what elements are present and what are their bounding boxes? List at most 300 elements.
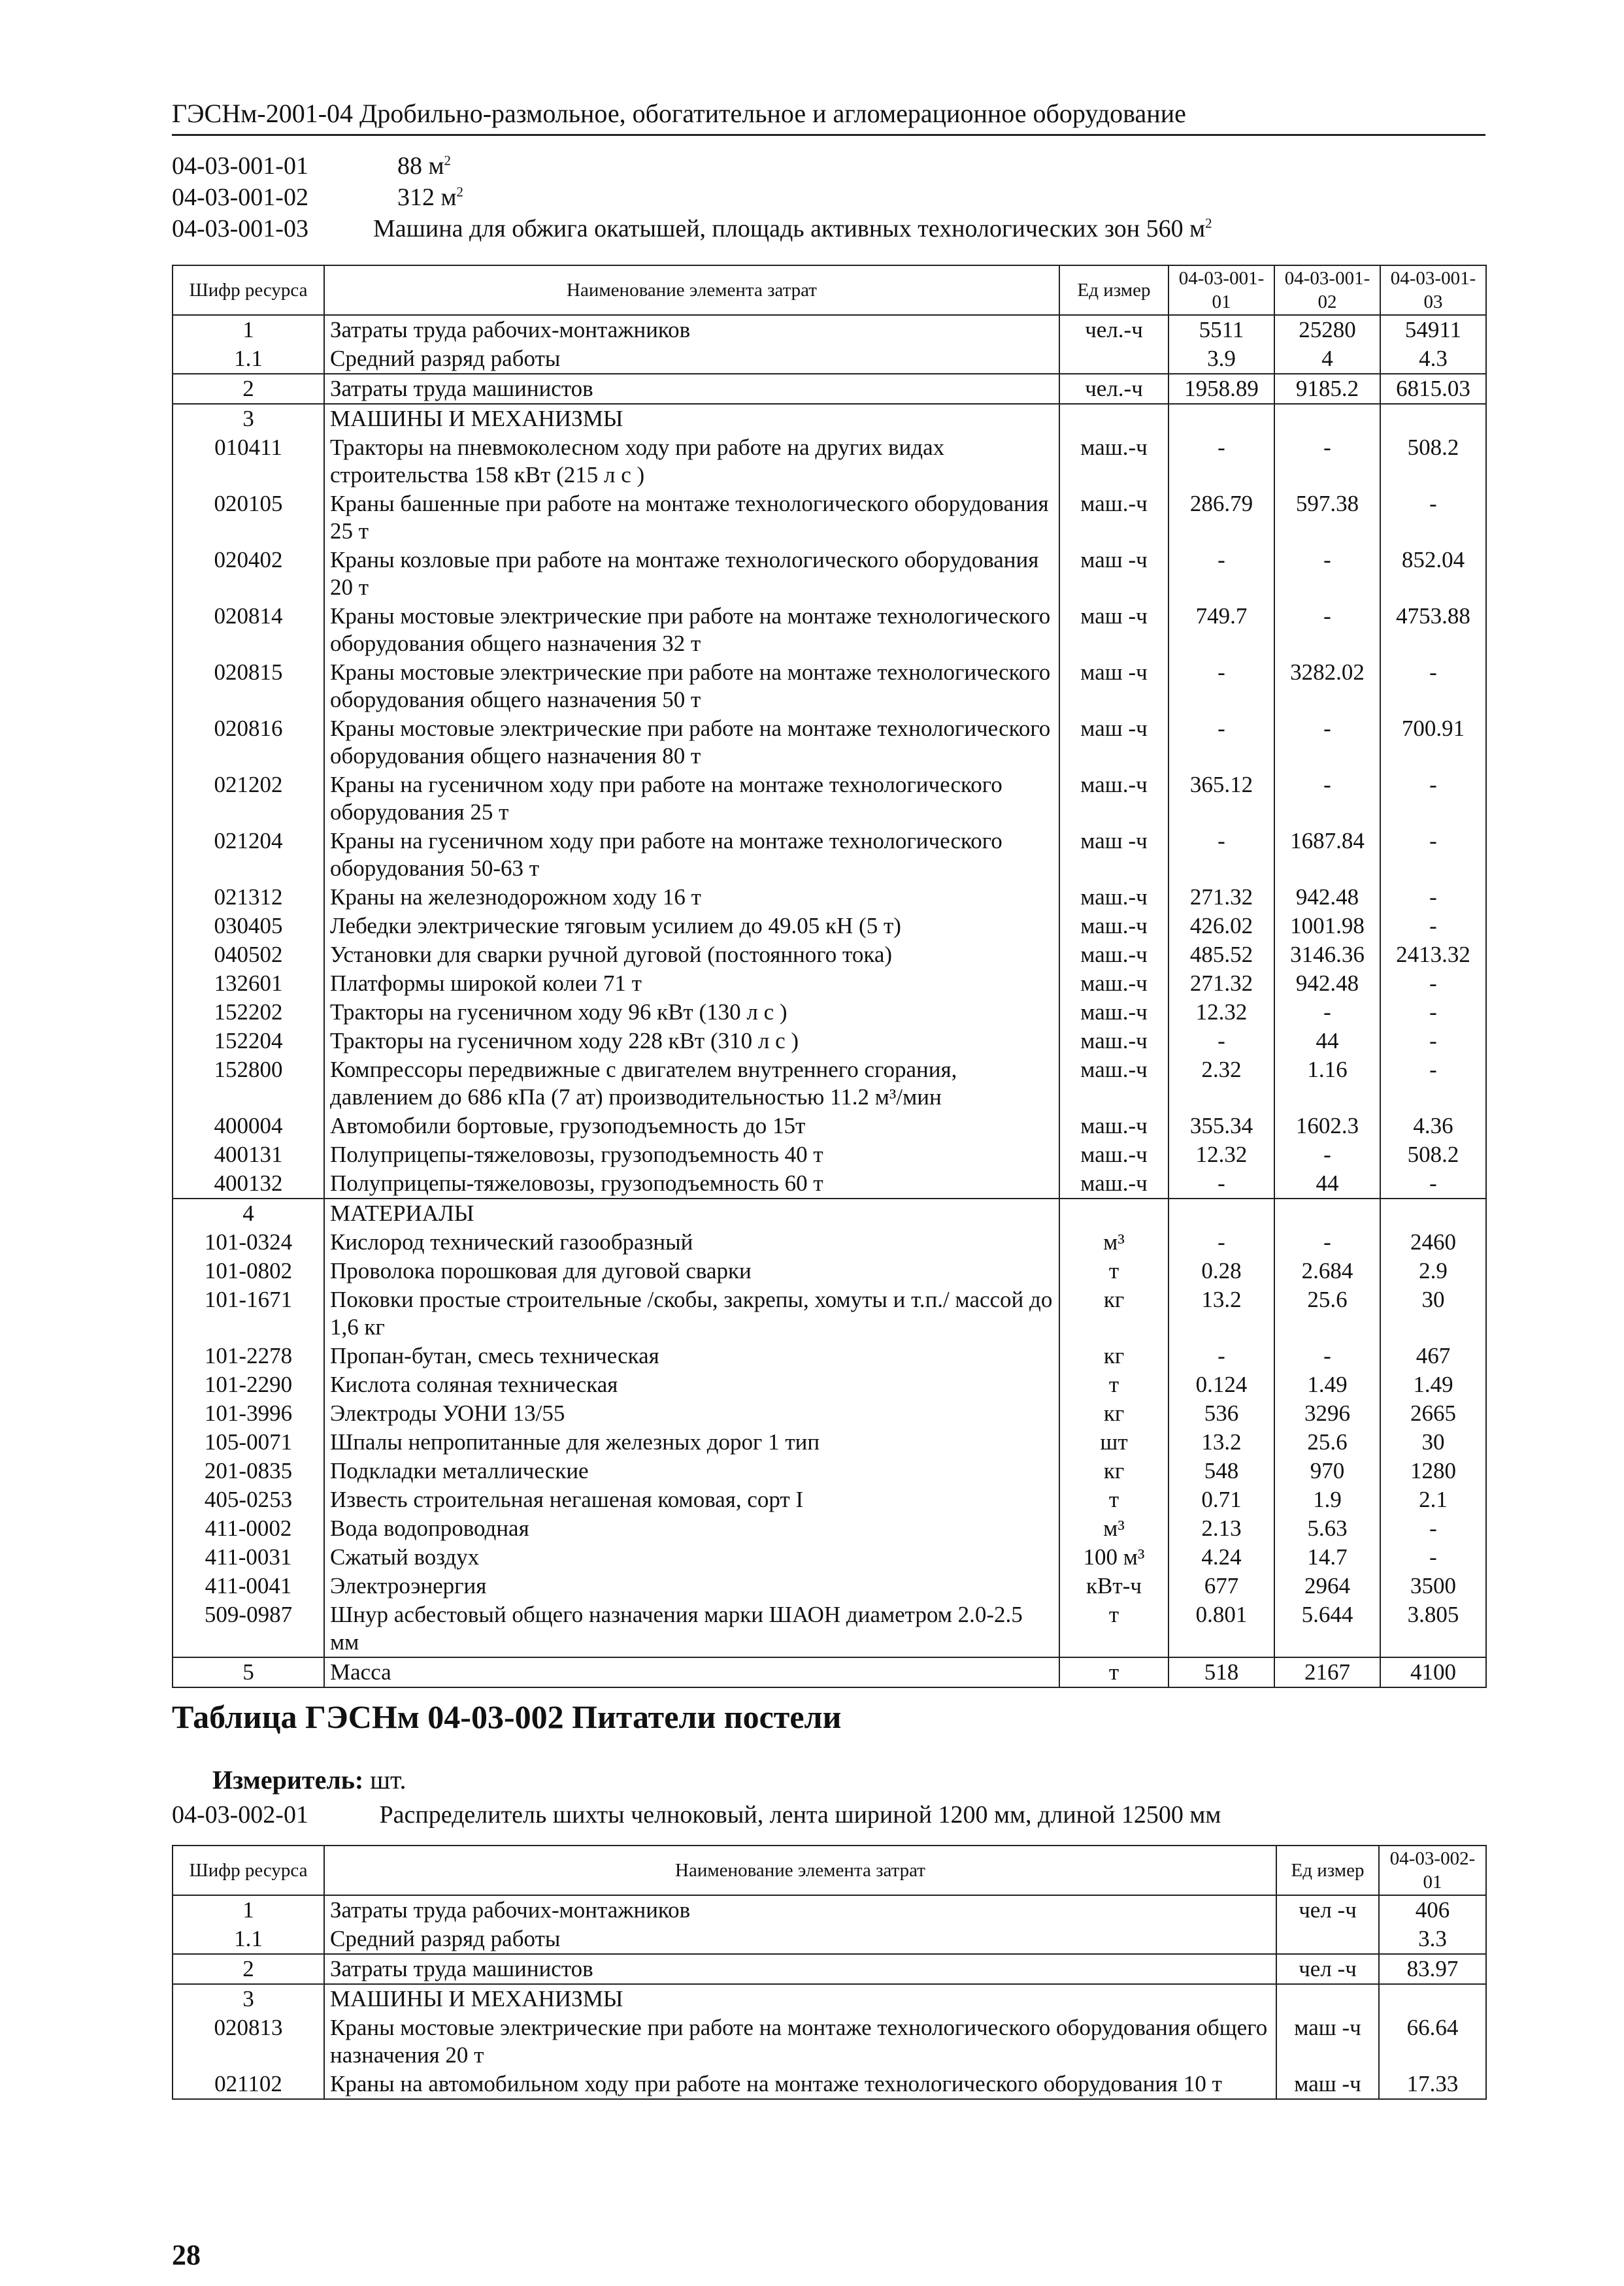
value-cell-1: 355.34 [1168,1112,1274,1140]
table-2-title: Таблица ГЭСНм 04-03-002 Питатели постели [172,1698,842,1735]
value-cell-3: 54911 [1380,315,1486,344]
value-cell-1: 66.64 [1379,2013,1486,2070]
table-row [173,404,1486,433]
table-row [173,489,1486,546]
value-cell-2: 1.49 [1274,1370,1380,1399]
resource-code-cell: 400132 [173,1169,324,1199]
value-cell-2: 597.38 [1274,489,1380,546]
resource-name-cell: Платформы широкой колеи 71 т [324,969,1059,998]
header-name: Наименование элемента затрат [324,1846,1276,1895]
unit-cell: маш.-ч [1059,489,1168,546]
value-cell-3: 852.04 [1380,546,1486,602]
value-cell-2: - [1274,602,1380,658]
value-cell-3: 1280 [1380,1457,1486,1485]
value-cell-1 [1168,404,1274,433]
value-cell-1: - [1168,1228,1274,1257]
value-cell-2: 25.6 [1274,1428,1380,1457]
table-header-row [173,1846,1486,1895]
page-number: 28 [172,2239,201,2271]
unit-cell: кг [1059,1285,1168,1342]
table-row [173,602,1486,658]
value-cell-2: 2167 [1274,1657,1380,1687]
resource-name-cell: Краны мостовые электрические при работе на монтаже технологического оборудования общего назначения 50 т [324,658,1059,714]
unit-cell [1276,1925,1379,1954]
value-cell-1: 13.2 [1168,1285,1274,1342]
header-rule [172,134,1485,136]
resource-name-cell: Краны башенные при работе на монтаже технологического оборудования 25 т [324,489,1059,546]
variant-code: 04-03-001-02 [172,184,308,211]
resource-name-cell: Проволока порошковая для дуговой сварки [324,1257,1059,1285]
value-cell-3: - [1380,998,1486,1027]
value-cell-3: - [1380,827,1486,883]
unit-cell: т [1059,1485,1168,1514]
resource-code-cell: 1.1 [173,344,324,374]
variant-desc: 88 $м^2$ [397,152,451,180]
table-row [173,2013,1486,2070]
table-2-variant [172,1800,1221,1829]
value-cell-1: 271.32 [1168,883,1274,912]
unit-cell: кг [1059,1457,1168,1485]
table-row [173,1457,1486,1485]
value-cell-1: 406 [1379,1895,1486,1925]
resource-code-cell: 101-0802 [173,1257,324,1285]
header-name: Наименование элемента затрат [324,265,1059,315]
value-cell-3: - [1380,969,1486,998]
value-cell-2: 942.48 [1274,969,1380,998]
value-cell-2 [1274,404,1380,433]
header-col-1: 04-03-001-01 [1168,265,1274,315]
table-row [173,546,1486,602]
value-cell-1: 3.9 [1168,344,1274,374]
value-cell-1: 0.801 [1168,1600,1274,1657]
value-cell-3: - [1380,1027,1486,1055]
table-row [173,1370,1486,1399]
unit-cell: маш -ч [1059,658,1168,714]
table-row [173,658,1486,714]
resource-code-cell: 1 [173,1895,324,1925]
resource-name-cell: Тракторы на пневмоколесном ходу при работе на других видах строительства 158 кВт (215 л с ) [324,433,1059,489]
table-row [173,969,1486,998]
resource-code-cell: 3 [173,404,324,433]
value-cell-3: 6815.03 [1380,374,1486,404]
value-cell-3: 467 [1380,1342,1486,1370]
value-cell-2: 970 [1274,1457,1380,1485]
unit-cell [1059,344,1168,374]
value-cell-2: 942.48 [1274,883,1380,912]
unit-cell: чел.-ч [1059,374,1168,404]
resource-code-cell: 411-0041 [173,1572,324,1600]
table-row [173,827,1486,883]
resource-name-cell: Средний разряд работы [324,1925,1276,1954]
table-row [173,1027,1486,1055]
unit-cell: маш -ч [1059,827,1168,883]
table-row [173,1228,1486,1257]
variant-row [172,182,1212,213]
resource-table-04-03-001 [172,265,1487,1688]
value-cell-2: 44 [1274,1169,1380,1199]
table-row [173,1055,1486,1112]
unit-cell: чел -ч [1276,1954,1379,1984]
header-col-3: 04-03-001-03 [1380,265,1486,315]
table-row [173,1984,1486,2013]
value-cell-3: 3500 [1380,1572,1486,1600]
resource-name-cell: Затраты труда рабочих-монтажников [324,315,1059,344]
unit-cell: кг [1059,1399,1168,1428]
resource-name-cell: Электроэнергия [324,1572,1059,1600]
value-cell-3: - [1380,1514,1486,1543]
resource-name-cell: Вода водопроводная [324,1514,1059,1543]
value-cell-3: - [1380,489,1486,546]
resource-name-cell: МАТЕРИАЛЫ [324,1199,1059,1228]
value-cell-1: 365.12 [1168,770,1274,827]
value-cell-3: 2.1 [1380,1485,1486,1514]
value-cell-3: 2665 [1380,1399,1486,1428]
resource-code-cell: 152202 [173,998,324,1027]
resource-name-cell: Краны на автомобильном ходу при работе на монтаже технологического оборудования 10 т [324,2070,1276,2099]
unit-cell: маш -ч [1059,546,1168,602]
value-cell-1: - [1168,433,1274,489]
resource-code-cell: 020815 [173,658,324,714]
resource-code-cell: 5 [173,1657,324,1687]
unit-cell: кг [1059,1342,1168,1370]
resource-name-cell: Поковки простые строительные /скобы, закрепы, хомуты и т.п./ массой до 1,6 кг [324,1285,1059,1342]
value-cell-2: - [1274,546,1380,602]
value-cell-2: 25.6 [1274,1285,1380,1342]
resource-name-cell: Шпалы непропитанные для железных дорог 1 тип [324,1428,1059,1457]
value-cell-1: 0.124 [1168,1370,1274,1399]
value-cell-3: 30 [1380,1428,1486,1457]
table-row [173,1514,1486,1543]
unit-cell: чел.-ч [1059,315,1168,344]
value-cell-2: 3282.02 [1274,658,1380,714]
resource-code-cell: 021312 [173,883,324,912]
unit-cell: маш.-ч [1059,883,1168,912]
value-cell-1: 677 [1168,1572,1274,1600]
resource-code-cell: 201-0835 [173,1457,324,1485]
resource-code-cell: 101-3996 [173,1399,324,1428]
resource-code-cell: 2 [173,1954,324,1984]
value-cell-2: 3296 [1274,1399,1380,1428]
value-cell-2: 4 [1274,344,1380,374]
table-row [173,1112,1486,1140]
header-col-2: 04-03-001-02 [1274,265,1380,315]
page-header: ГЭСНм-2001-04 Дробильно-размольное, обогатительное и агломерационное оборудование [172,99,1186,128]
value-cell-1: 286.79 [1168,489,1274,546]
variant-list [172,150,1212,244]
value-cell-1: 2.32 [1168,1055,1274,1112]
unit-cell: т [1059,1600,1168,1657]
unit-cell [1059,1199,1168,1228]
resource-code-cell: 021202 [173,770,324,827]
value-cell-2: 14.7 [1274,1543,1380,1572]
value-cell-1: 0.28 [1168,1257,1274,1285]
table-row [173,770,1486,827]
unit-cell: шт [1059,1428,1168,1457]
value-cell-2: - [1274,1140,1380,1169]
resource-name-cell: МАШИНЫ И МЕХАНИЗМЫ [324,404,1059,433]
table-row [173,1285,1486,1342]
table-2-meter [212,1764,406,1795]
table-header-row [173,265,1486,315]
value-cell-1: 271.32 [1168,969,1274,998]
value-cell-1 [1168,1199,1274,1228]
resource-name-cell: Полуприцепы-тяжеловозы, грузоподъемность 40 т [324,1140,1059,1169]
unit-cell [1059,404,1168,433]
value-cell-1: - [1168,1342,1274,1370]
value-cell-1: 83.97 [1379,1954,1486,1984]
resource-code-cell: 400131 [173,1140,324,1169]
resource-name-cell: Средний разряд работы [324,344,1059,374]
variant-row [172,213,1212,244]
value-cell-2 [1274,1199,1380,1228]
table-row [173,1485,1486,1514]
value-cell-3: 2460 [1380,1228,1486,1257]
meter-label: Измеритель: [212,1765,364,1795]
resource-code-cell: 3 [173,1984,324,2013]
unit-cell: маш -ч [1059,714,1168,770]
header-col-1: 04-03-002-01 [1379,1846,1486,1895]
unit-cell: т [1059,1657,1168,1687]
resource-name-cell: Подкладки металлические [324,1457,1059,1485]
resource-name-cell: Краны мостовые электрические при работе на монтаже технологического оборудования общего назначения 32 т [324,602,1059,658]
resource-name-cell: МАШИНЫ И МЕХАНИЗМЫ [324,1984,1276,2013]
unit-cell: маш -ч [1276,2013,1379,2070]
table-row [173,315,1486,344]
value-cell-1: - [1168,827,1274,883]
unit-cell: маш -ч [1059,602,1168,658]
resource-code-cell: 020402 [173,546,324,602]
value-cell-1: - [1168,1169,1274,1199]
header-unit: Ед измер [1276,1846,1379,1895]
unit-cell: маш.-ч [1059,1112,1168,1140]
header-code: Шифр ресурса [173,265,324,315]
value-cell-3: 4100 [1380,1657,1486,1687]
resource-name-cell: Кислород технический газообразный [324,1228,1059,1257]
table-body [173,1895,1486,2099]
resource-code-cell: 021204 [173,827,324,883]
variant-code: 04-03-002-01 [172,1801,308,1829]
value-cell-2: 1.9 [1274,1485,1380,1514]
table-row [173,1895,1486,1925]
value-cell-1: 426.02 [1168,912,1274,940]
value-cell-1: 485.52 [1168,940,1274,969]
resource-code-cell: 101-1671 [173,1285,324,1342]
resource-code-cell: 030405 [173,912,324,940]
resource-code-cell: 2 [173,374,324,404]
value-cell-2: 9185.2 [1274,374,1380,404]
resource-code-cell: 101-0324 [173,1228,324,1257]
unit-cell: т [1059,1370,1168,1399]
unit-cell: м³ [1059,1228,1168,1257]
value-cell-1: 17.33 [1379,2070,1486,2099]
resource-code-cell: 411-0031 [173,1543,324,1572]
table-row [173,1428,1486,1457]
unit-cell: маш.-ч [1059,433,1168,489]
value-cell-3 [1380,404,1486,433]
value-cell-2: - [1274,1342,1380,1370]
unit-cell [1276,1984,1379,2013]
resource-name-cell: Лебедки электрические тяговым усилием до 49.05 кН (5 т) [324,912,1059,940]
value-cell-1: 536 [1168,1399,1274,1428]
value-cell-1: 548 [1168,1457,1274,1485]
value-cell-2: 5.63 [1274,1514,1380,1543]
table-body [173,315,1486,1687]
resource-name-cell: Краны мостовые электрические при работе на монтаже технологического оборудования общего назначения 20 т [324,2013,1276,2070]
unit-cell: чел -ч [1276,1895,1379,1925]
value-cell-3: 4753.88 [1380,602,1486,658]
resource-code-cell: 132601 [173,969,324,998]
resource-name-cell: Краны на гусеничном ходу при работе на монтаже технологического оборудования 25 т [324,770,1059,827]
unit-cell: маш -ч [1276,2070,1379,2099]
unit-cell: м³ [1059,1514,1168,1543]
value-cell-1: - [1168,546,1274,602]
resource-code-cell: 400004 [173,1112,324,1140]
value-cell-2: - [1274,433,1380,489]
table-row [173,1572,1486,1600]
unit-cell: маш.-ч [1059,1169,1168,1199]
resource-code-cell: 010411 [173,433,324,489]
table-row [173,1399,1486,1428]
table-row [173,1257,1486,1285]
resource-name-cell: Затраты труда машинистов [324,1954,1276,1984]
value-cell-1: 2.13 [1168,1514,1274,1543]
resource-name-cell: Кислота соляная техническая [324,1370,1059,1399]
resource-code-cell: 411-0002 [173,1514,324,1543]
value-cell-3: 3.805 [1380,1600,1486,1657]
resource-name-cell: Автомобили бортовые, грузоподъемность до 15т [324,1112,1059,1140]
resource-name-cell: Краны на гусеничном ходу при работе на монтаже технологического оборудования 50-63 т [324,827,1059,883]
value-cell-1: 12.32 [1168,1140,1274,1169]
value-cell-2: 3146.36 [1274,940,1380,969]
value-cell-3: 30 [1380,1285,1486,1342]
resource-code-cell: 152204 [173,1027,324,1055]
value-cell-1: 749.7 [1168,602,1274,658]
table-row [173,1140,1486,1169]
resource-name-cell: Шнур асбестовый общего назначения марки ШАОН диаметром 2.0-2.5 мм [324,1600,1059,1657]
table-row [173,1169,1486,1199]
unit-cell: маш.-ч [1059,969,1168,998]
table-row [173,1657,1486,1687]
resource-code-cell: 020813 [173,2013,324,2070]
value-cell-2: 1.16 [1274,1055,1380,1112]
header-unit: Ед измер [1059,265,1168,315]
value-cell-3: 1.49 [1380,1370,1486,1399]
resource-code-cell: 152800 [173,1055,324,1112]
value-cell-3: - [1380,883,1486,912]
variant-code: 04-03-001-01 [172,152,308,180]
value-cell-1: 5511 [1168,315,1274,344]
resource-name-cell: Сжатый воздух [324,1543,1059,1572]
unit-cell: маш.-ч [1059,940,1168,969]
value-cell-1: 12.32 [1168,998,1274,1027]
unit-cell: т [1059,1257,1168,1285]
resource-code-cell: 105-0071 [173,1428,324,1457]
value-cell-3: - [1380,1169,1486,1199]
table-row [173,1342,1486,1370]
unit-cell: маш.-ч [1059,1027,1168,1055]
value-cell-2: 1001.98 [1274,912,1380,940]
resource-code-cell: 101-2290 [173,1370,324,1399]
resource-code-cell: 040502 [173,940,324,969]
resource-name-cell: Пропан-бутан, смесь техническая [324,1342,1059,1370]
value-cell-3: 4.36 [1380,1112,1486,1140]
resource-name-cell: Установки для сварки ручной дуговой (постоянного тока) [324,940,1059,969]
table-row [173,344,1486,374]
unit-cell: маш.-ч [1059,770,1168,827]
table-row [173,433,1486,489]
value-cell-3: 700.91 [1380,714,1486,770]
value-cell-2: 5.644 [1274,1600,1380,1657]
value-cell-3: - [1380,912,1486,940]
resource-code-cell: 1 [173,315,324,344]
table-row [173,1954,1486,1984]
resource-code-cell: 020105 [173,489,324,546]
resource-code-cell: 405-0253 [173,1485,324,1514]
resource-name-cell: Известь строительная негашеная комовая, сорт I [324,1485,1059,1514]
value-cell-1: 13.2 [1168,1428,1274,1457]
header-code: Шифр ресурса [173,1846,324,1895]
variant-desc: 312 $м^2$ [397,184,463,211]
resource-code-cell: 021102 [173,2070,324,2099]
resource-code-cell: 509-0987 [173,1600,324,1657]
table-row [173,1925,1486,1954]
value-cell-1: 1958.89 [1168,374,1274,404]
value-cell-3: - [1380,658,1486,714]
value-cell-2: - [1274,1228,1380,1257]
value-cell-2: 25280 [1274,315,1380,344]
unit-cell: маш.-ч [1059,1055,1168,1112]
resource-name-cell: Тракторы на гусеничном ходу 96 кВт (130 л с ) [324,998,1059,1027]
resource-name-cell: Компрессоры передвижные с двигателем внутреннего сгорания, давлением до 686 кПа (7 ат) производительностью 11.2 м³/мин [324,1055,1059,1112]
value-cell-2: 1602.3 [1274,1112,1380,1140]
value-cell-1: - [1168,658,1274,714]
value-cell-3: - [1380,1543,1486,1572]
value-cell-1: - [1168,714,1274,770]
variant-desc: Распределитель шихты челноковый, лента шириной 1200 мм, длиной 12500 мм [379,1801,1221,1829]
value-cell-3: 2413.32 [1380,940,1486,969]
resource-name-cell: Краны козловые при работе на монтаже технологического оборудования 20 т [324,546,1059,602]
resource-name-cell: Затраты труда машинистов [324,374,1059,404]
value-cell-2: 2964 [1274,1572,1380,1600]
meter-value: шт. [370,1765,406,1795]
table-row [173,1543,1486,1572]
value-cell-1: - [1168,1027,1274,1055]
resource-table-04-03-002 [172,1845,1487,2100]
table-row [173,1199,1486,1228]
value-cell-2: - [1274,998,1380,1027]
resource-name-cell: Краны мостовые электрические при работе на монтаже технологического оборудования общего назначения 80 т [324,714,1059,770]
table-row [173,2070,1486,2099]
resource-name-cell: Масса [324,1657,1059,1687]
value-cell-2: 44 [1274,1027,1380,1055]
resource-name-cell: Электроды УОНИ 13/55 [324,1399,1059,1428]
resource-name-cell: Полуприцепы-тяжеловозы, грузоподъемность 60 т [324,1169,1059,1199]
value-cell-2: - [1274,770,1380,827]
value-cell-1: 3.3 [1379,1925,1486,1954]
value-cell-3: 508.2 [1380,1140,1486,1169]
resource-code-cell: 020814 [173,602,324,658]
unit-cell: маш.-ч [1059,998,1168,1027]
table-row [173,714,1486,770]
unit-cell: кВт-ч [1059,1572,1168,1600]
value-cell-3: 4.3 [1380,344,1486,374]
value-cell-3: 2.9 [1380,1257,1486,1285]
value-cell-2: 1687.84 [1274,827,1380,883]
table-row [173,1600,1486,1657]
variant-code: 04-03-001-03 [172,215,308,242]
value-cell-1: 4.24 [1168,1543,1274,1572]
resource-name-cell: Краны на железнодорожном ходу 16 т [324,883,1059,912]
